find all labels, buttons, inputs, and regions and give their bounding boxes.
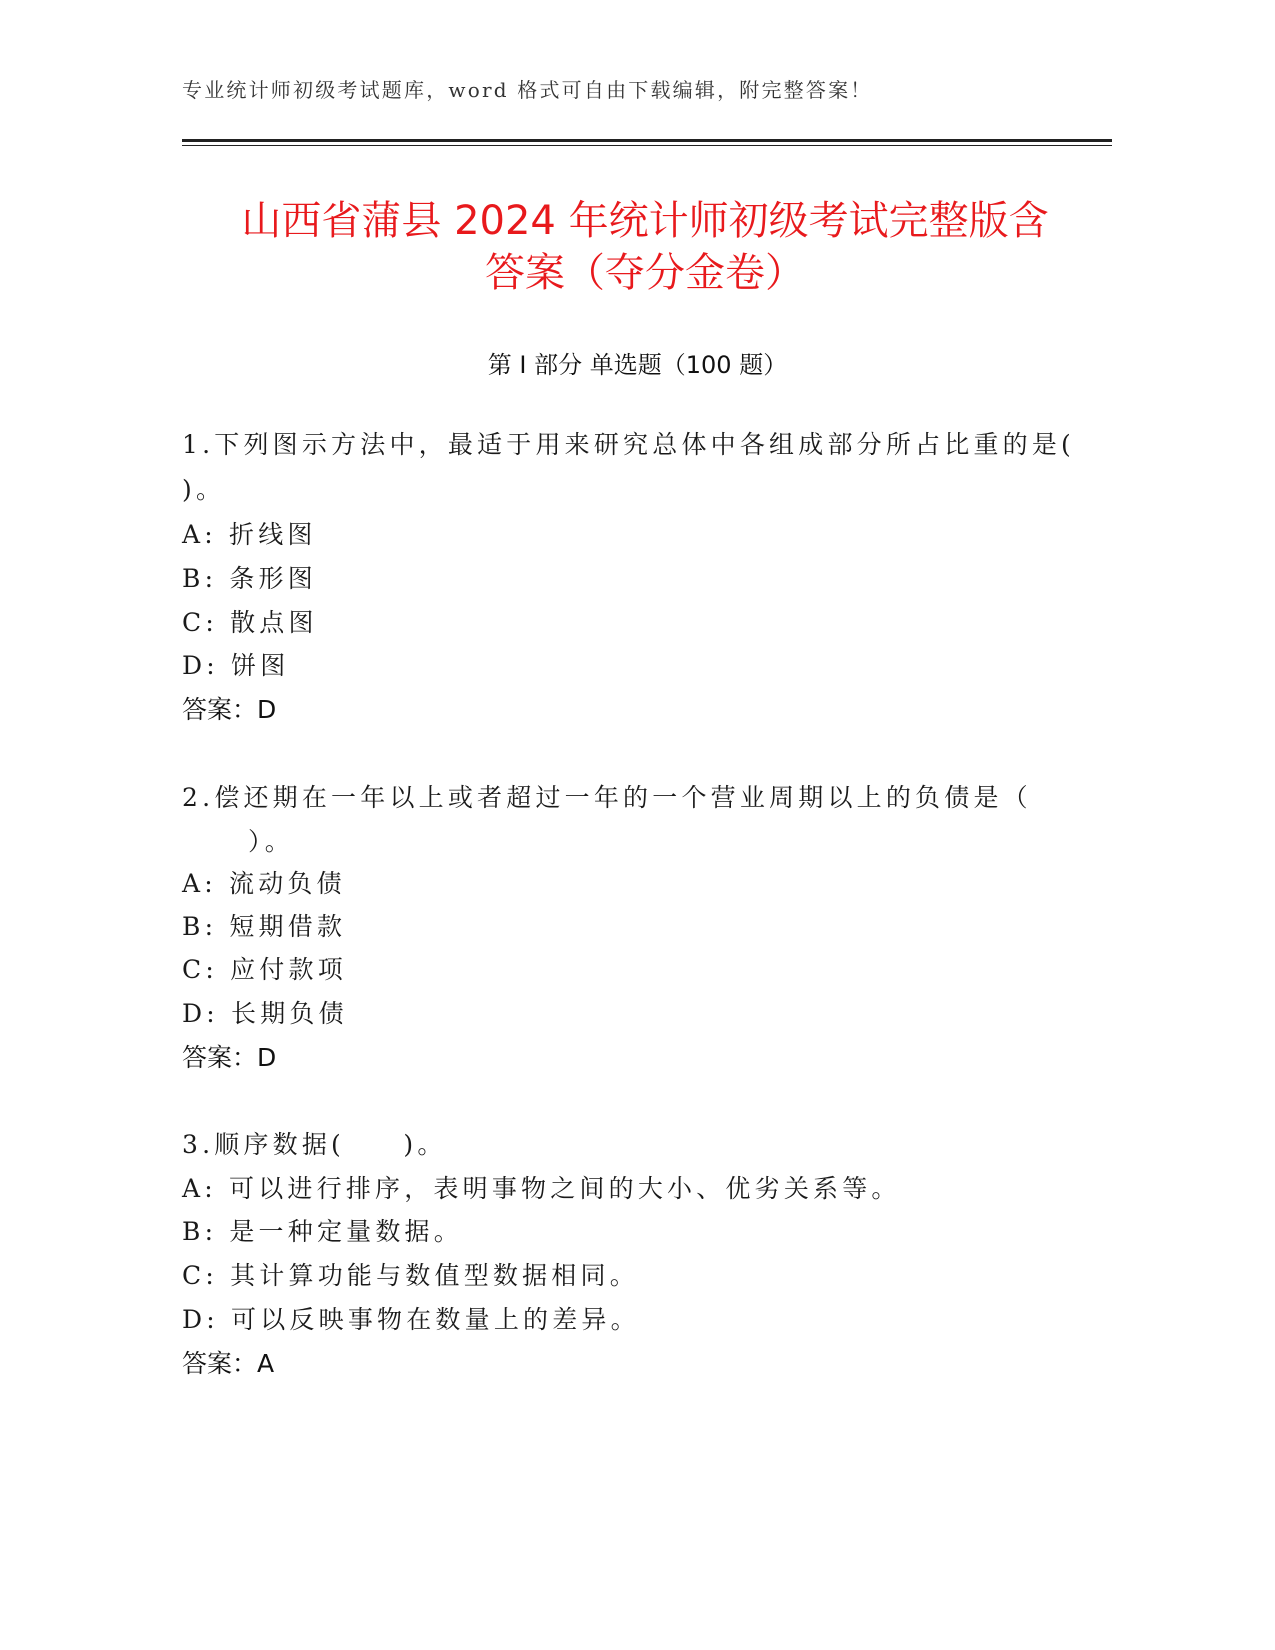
option-b: B: 条形图	[182, 564, 317, 593]
option-d: D: 饼图	[182, 651, 290, 680]
answer: 答案：D	[182, 1043, 277, 1072]
option-a: A: 可以进行排序，表明事物之间的大小、优劣关系等。	[182, 1174, 901, 1203]
title-line-2: 答案（夺分金卷）	[485, 250, 805, 296]
question-stem-continued: ）。	[248, 827, 294, 856]
option-b: B: 短期借款	[182, 912, 347, 941]
option-d: D: 长期负债	[182, 999, 348, 1028]
option-c: C: 其计算功能与数值型数据相同。	[182, 1261, 639, 1290]
document-title	[140, 195, 1150, 299]
answer: 答案：D	[182, 695, 277, 724]
option-c: C: 散点图	[182, 608, 318, 637]
option-c: C: 应付款项	[182, 955, 347, 984]
header-text: 专业统计师初级考试题库，word 格式可自由下载编辑，附完整答案！	[182, 78, 873, 102]
answer: 答案：A	[182, 1349, 275, 1378]
option-a: A: 折线图	[182, 520, 317, 549]
option-d: D: 可以反映事物在数量上的差异。	[182, 1305, 640, 1334]
question-stem-continued: )。	[182, 475, 226, 504]
header-divider-thick	[182, 139, 1112, 142]
question-stem: 3.顺序数据( )。	[182, 1130, 447, 1159]
header-divider-thin	[182, 145, 1112, 146]
option-a: A: 流动负债	[182, 869, 346, 898]
title-line-1: 山西省蒲县 2024 年统计师初级考试完整版含	[241, 198, 1049, 244]
section-heading: 第 I 部分 单选题（100 题）	[487, 351, 788, 379]
option-b: B: 是一种定量数据。	[182, 1217, 463, 1246]
question-stem: 2.偿还期在一年以上或者超过一年的一个营业周期以上的负债是（	[182, 783, 1032, 812]
question-stem: 1.下列图示方法中，最适于用来研究总体中各组成部分所占比重的是(	[182, 430, 1076, 459]
